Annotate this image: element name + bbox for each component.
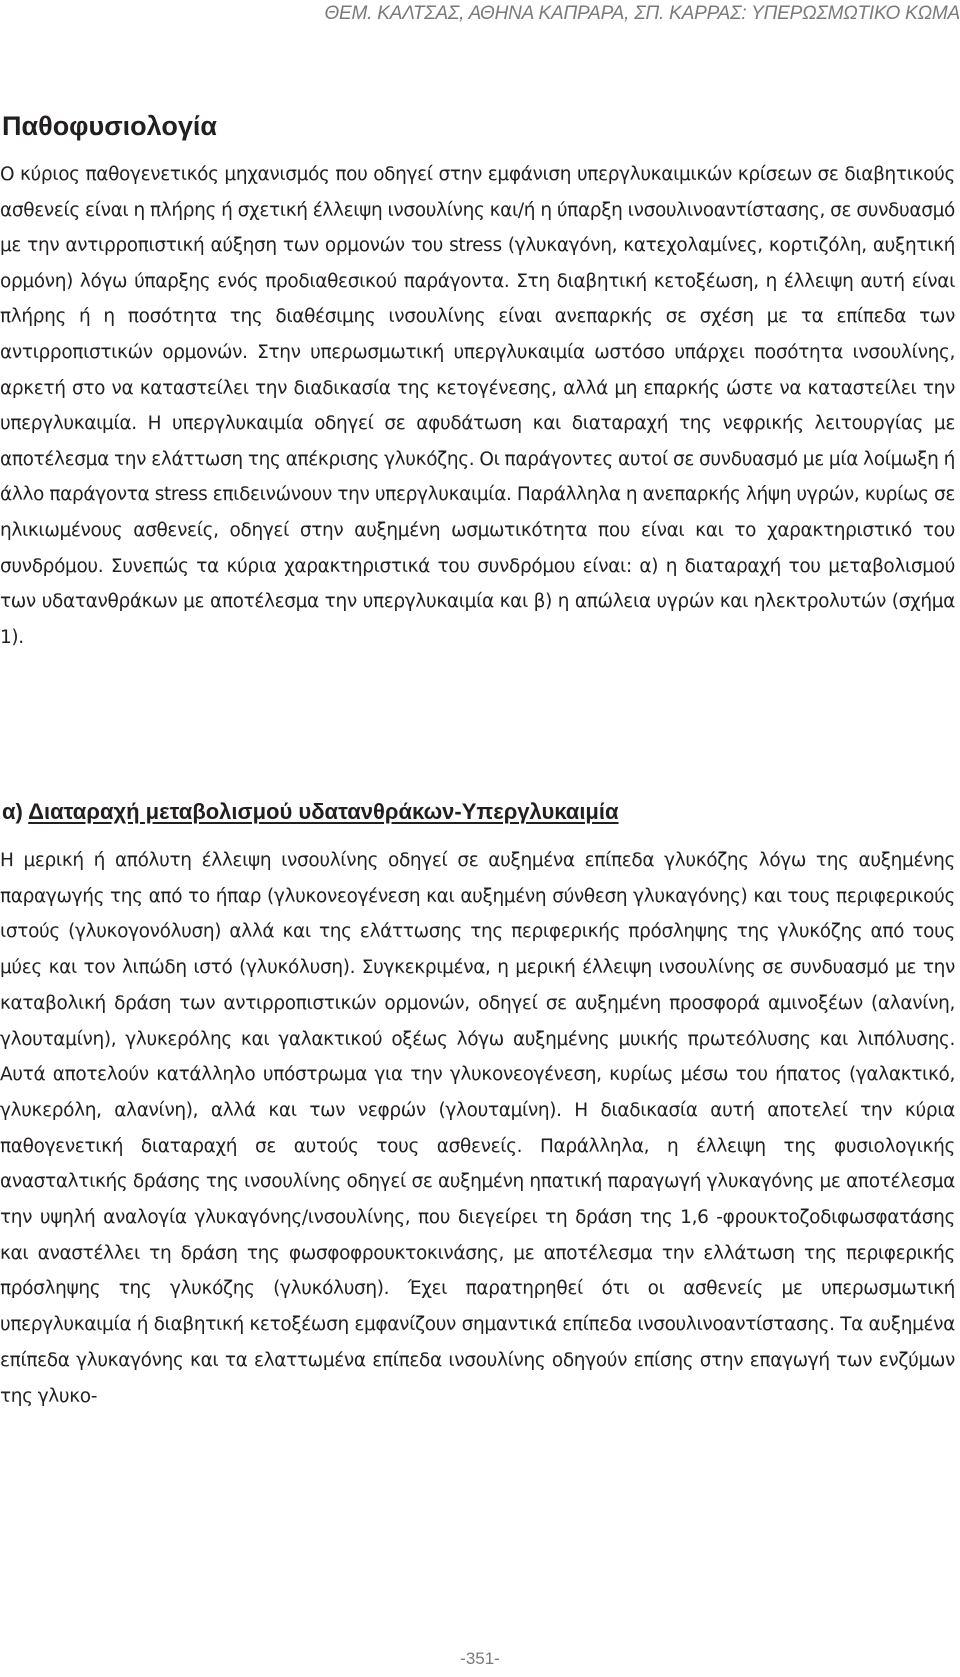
running-header: ΘΕΜ. ΚΑΛΤΣΑΣ, ΑΘΗΝΑ ΚΑΠΡΑΡΑ, ΣΠ. ΚΑΡΡΑΣ: ΥΠΕΡΩΣΜΩΤΙΚΟ ΚΩΜΑ (324, 3, 960, 24)
subsection-prefix: α) (2, 799, 29, 824)
body-paragraph: Ο κύριος παθογενετικός μηχανισμός που οδηγεί στην εμφάνιση υπεργλυκαιμικών κρίσεων σε διαβητικούς ασθενείς είναι η πλήρης ή σχετική έλλειψη ινσουλίνης και/ή η ύπαρξη ινσουλινοαντίστασης, σε συνδυασμό με την αντιρροπιστική αύξηση των ορμονών του stress (γλυκαγόνη, κατεχολαμίνες, κορτιζόλη, αυξητική ορμόνη) λόγω ύπαρξης ενός προδιαθεσικού παράγοντα. Στη διαβητική κετοξέωση, η έλλειψη αυτή είναι πλήρης ή η ποσότητα της διαθέσιμης ινσουλίνης είναι ανεπαρκής σε σχέση με τα επίπεδα των αντιρροπιστικών ορμονών. Στην υπερωσμωτική υπεργλυκαιμία ωστόσο υπάρχει ποσότητα ινσουλίνης, αρκετή στο να καταστείλει την διαδικασία της κετογένεσης, αλλά μη επαρκής ώστε να καταστείλει την υπεργλυκαιμία. Η υπεργλυκαιμία οδηγεί σε αφυδάτωση και διαταραχή της νεφρικής λειτουργίας με αποτέλεσμα την ελάττωση της απέκρισης γλυκόζης. Οι παράγοντες αυτοί σε συνδυασμό με μία λοίμωξη ή άλλο παράγοντα stress επιδεινώνουν την υπεργλυκαιμία. Παράλληλα η ανεπαρκής λήψη υγρών, κυρίως σε ηλικιωμένους ασθενείς, οδηγεί στην αυξημένη ωσμωτικότητα που είναι και το χαρακτηριστικό του συνδρόμου. Συνεπώς τα κύρια χαρακτηριστικά του συνδρόμου είναι: α) η διαταραχή του μεταβολισμού των υδατανθράκων με αποτέλεσμα την υπεργλυκαιμία και β) η απώλεια υγρών και ηλεκτρολυτών (σχήμα 1). (0, 164, 955, 648)
subsection-title-text: Διαταραχή μεταβολισμού υδατανθράκων-Υπεργλυκαιμία (28, 799, 619, 824)
subsection-title (2, 799, 619, 825)
body-paragraph: Η μερική ή απόλυτη έλλειψη ινσουλίνης οδηγεί σε αυξημένα επίπεδα γλυκόζης λόγω της αυξημένης παραγωγής της από το ήπαρ (γλυκονεογένεση και αυξημένη σύνθεση γλυκαγόνης) και τους περιφερικούς ιστούς (γλυκογονόλυση) αλλά και της ελάττωσης της περιφερικής πρόσληψης της γλυκόζης από τους μύες και τον λιπώδη ιστό (γλυκόλυση). Συγκεκριμένα, η μερική έλλειψη ινσουλίνης σε συνδυασμό με την καταβολική δράση των αντιρροπιστικών ορμονών, οδηγεί σε αυξημένη προσφορά αμινοξέων (αλανίνη, γλουταμίνη), γλυκερόλης και γαλακτικού οξέως λόγω αυξημένης μυικής πρωτεόλυσης και λιπόλυσης. Αυτά αποτελούν κατάλληλο υπόστρωμα για την γλυκονεογένεση, κυρίως μέσω του ήπατος (γαλακτικό, γλυκερόλη, αλανίνη), αλλά και των νεφρών (γλουταμίνη). Η διαδικασία αυτή αποτελεί την κύρια παθογενετική διαταραχή σε αυτούς τους ασθενείς. Παράλληλα, η έλλειψη της φυσιολογικής ανασταλτικής δράσης της ινσουλίνης οδηγεί σε αυξημένη ηπατική παραγωγή γλυκαγόνης με αποτέλεσμα την υψηλή αναλογία γλυκαγόνης/ινσουλίνης, που διεγείρει τη δράση της 1,6 -φρουκτοζοδιφωσφατάσης και αναστέλλει τη δράση της φωσφοφρουκτοκινάσης, με αποτέλεσμα την ελλάτωση της περιφερικής πρόσληψης της γλυκόζης (γλυκόλυση). Έχει παρατηρηθεί ότι οι ασθενείς με υπερωσμωτική υπεργλυκαιμία ή διαβητική κετοξέωση εμφανίζουν σημαντικά επίπεδα ινσουλινοαντίστασης. Τα αυξημένα επίπεδα γλυκαγόνης και τα ελαττωμένα επίπεδα ινσουλίνης οδηγούν επίσης στην επαγωγή των ενζύμων της γλυκο- (0, 850, 955, 1407)
page-number: -351- (460, 1649, 500, 1668)
section-title: Παθοφυσιολογία (2, 111, 217, 141)
